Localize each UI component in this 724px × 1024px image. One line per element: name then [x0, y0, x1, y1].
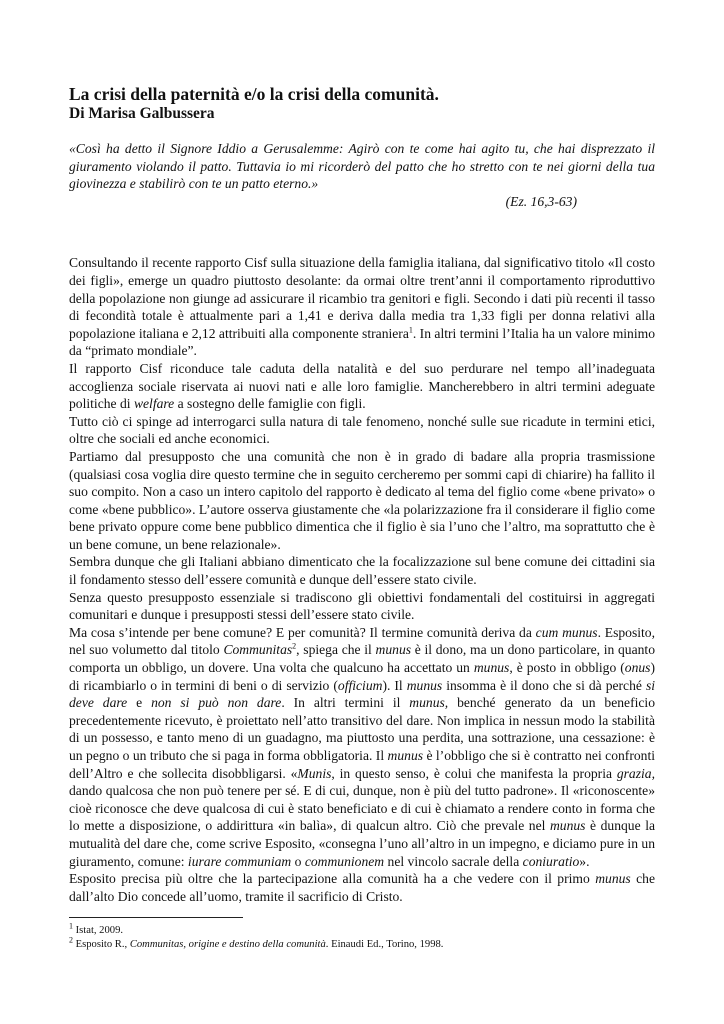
- paragraph-5: Sembra dunque che gli Italiani abbiano dimenticato che la focalizzazione sul bene comune dei cittadini sia il fondamento stesso dell’essere comunità e dunque dell’essere stato civile.: [69, 554, 655, 588]
- epigraph-quote: «Così ha detto il Signore Iddio a Gerusalemme: Agirò con te come hai agito tu, che hai disprezzato il giuramento violando il patto. Tuttavia io mi ricorderò del patto che ho stretto con te nei giorni della tua giovinezza e stabilirò con te un patto eterno.»: [69, 141, 655, 192]
- paragraph-6: Senza questo presupposto essenziale si tradiscono gli obiettivi fondamentali del costituirsi in aggregati comunitari e dunque i presupposti stessi dell’essere stato civile.: [69, 589, 655, 623]
- paragraph-4: Partiamo dal presupposto che una comunità che non è in grado di badare alla propria trasmissione (qualsiasi cosa voglia dire questo termine che in seguito cercheremo per sommi capi di chiarire) ha fallito il suo compito. Non a caso un intero capitolo del rapporto è dedicato al tema del figlio come «bene privato» o come «bene pubblico». L’autore osserva giustamente che «la polarizzazione fra il considerare il figlio come bene privato oppure come bene pubblico dimentica che il figlio è sia l’uno che l’altro, ma soprattutto che è un bene comune, un bene relazionale».: [69, 448, 655, 552]
- paragraph-2: Il rapporto Cisf riconduce tale caduta della natalità e del suo perdurare nel tempo all’inadeguata accoglienza sociale riservata ai nuovi nati e alle loro famiglie. Mancherebbero in altri termini adeguate politiche di welfare a sostegno delle famiglie con figli.: [69, 360, 655, 412]
- footnote-ref-2[interactable]: 2: [292, 641, 297, 651]
- paragraph-7: Ma cosa s’intende per bene comune? E per comunità? Il termine comunità deriva da cum munus. Esposito, nel suo volumetto dal titolo Communitas$^2$, spiega che il munus è il dono, ma un dono particolare, in quanto comporta un obbligo, un dovere. Una volta che qualcuno ha accettato un munus, è posto in obbligo (onus) di ricambiarlo o in termini di beni o di servizio (officium). Il munus insomma è il dono che si dà perché si deve dare e non si può non dare. In altri termini il munus, benché generato da un beneficio precedentemente ricevuto, è proiettato nell’atto transitivo del dare. Non implica in nessun modo la stabilità di un possesso, e tanto meno di un guadagno, ma piuttosto una perdita, una sottrazione, una cessazione: è un pegno o un tributo che si paga in forma obbligatoria. Il munus è l’obbligo che si è contratto nei confronti dell’Altro e che sollecita disobbligarsi. «Munis, in questo senso, è colui che manifesta la propria grazia, dando qualcosa che non può tenere per sé. E di cui, dunque, non è più del tutto padrone». Il «riconoscente» cioè riconosce che deve qualcosa di cui è stato beneficiato e di cui è chiamato a rendere conto in forma che lo mette a disposizione, o addirittura «in balìa», di qualcun altro. Ciò che prevale nel munus è dunque la mutualità del dare che, come scrive Esposito, «consegna l’uno all’altro in un impegno, e diciamo pure in un giuramento, comune: iurare communiam o communionem nel vincolo sacrale della coniuratio».: [69, 624, 656, 869]
- footnote-2: $^2$ Esposito R., Communitas, origine e destino della comunità. Einaudi Ed., Torino, 1998.: [69, 935, 444, 950]
- footnote-1: $^1$ Istat, 2009.: [69, 921, 124, 936]
- footnote-divider: [69, 917, 243, 918]
- footnote-ref-1[interactable]: 1: [408, 325, 413, 335]
- paragraph-8: Esposito precisa più oltre che la partecipazione alla comunità ha a che vedere con il primo munus che dall’alto Dio concede all’uomo, tramite il sacrificio di Cristo.: [69, 871, 655, 904]
- paragraph-3: Tutto ciò ci spinge ad interrogarci sulla natura di tale fenomeno, nonché sulle sue ricadute in termini etici, oltre che sociali ed anche economici.: [69, 413, 655, 447]
- author-byline: Di Marisa Galbussera: [69, 105, 215, 122]
- article-body: [69, 254, 655, 905]
- document-page: [69, 84, 655, 905]
- epigraph-reference: (Ez. 16,3-63): [505, 193, 577, 209]
- footnotes: [69, 921, 655, 952]
- paragraph-1: Consultando il recente rapporto Cisf sulla situazione della famiglia italiana, dal significativo titolo «Il costo dei figli», emerge un quadro piuttosto desolante: da ormai oltre trent’anni il comportamento riproduttivo della popolazione non giunge ad assicurare il ricambio tra genitori e figli. Secondo i dati più recenti il tasso di fecondità totale è attualmente pari a 1,41 e deriva dalla media tra 1,33 figli per donna relativi alla popolazione italiana e 2,12 attribuiti alla componente straniera$^1$. In altri termini l’Italia ha un valore minimo da “primato mondiale”.: [69, 255, 655, 359]
- page-title: La crisi della paternità e/o la crisi della comunità.: [69, 84, 439, 104]
